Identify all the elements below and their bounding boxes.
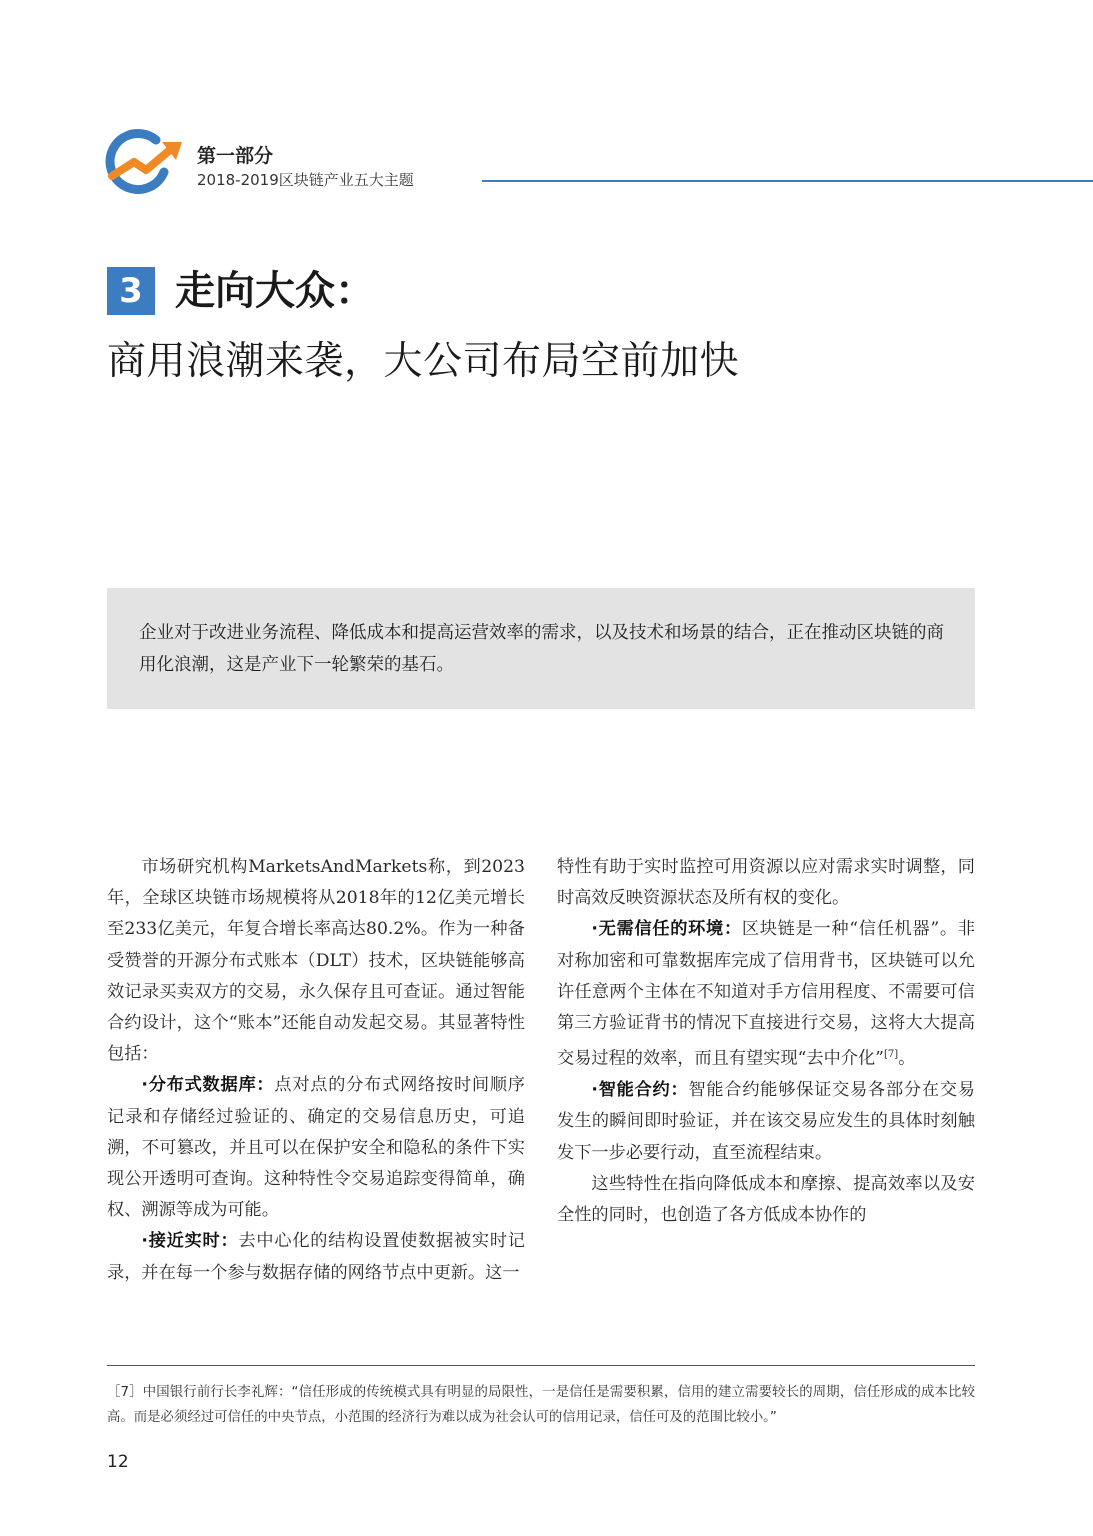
footnote: ［7］中国银行前行长李礼辉：“信任形成的传统模式具有明显的局限性，一是信任是需要积累，信用的建立需要较长的周期，信任形成的成本比较高。而是必须经过可信任的中央节点，小范围的经济行为难以成为社会认可的信用记录，信任可及的范围比较小。” bbox=[107, 1385, 975, 1425]
part-title: 第一部分 bbox=[197, 145, 274, 167]
chapter-title: 走向大众： bbox=[175, 268, 375, 314]
feature-label: ·接近实时： bbox=[141, 1231, 239, 1252]
header-rule bbox=[482, 180, 1093, 182]
body-column-right bbox=[557, 852, 975, 1231]
feature-text-end: 。 bbox=[898, 1048, 916, 1069]
feature-near-realtime-continued: 特性有助于实时监控可用资源以应对需求实时调整，同时高效反映资源状态及所有权的变化。 bbox=[557, 857, 975, 909]
feature-label: ·分布式数据库： bbox=[141, 1075, 275, 1096]
feature-text: 点对点的分布式网络按时间顺序记录和存储经过验证的、确定的交易信息历史，可追溯，不可篡改，并且可以在保护安全和隐私的条件下实现公开透明可查询。这种特性令交易追踪变得简单，确权、溯源等成为可能。 bbox=[107, 1075, 525, 1221]
feature-text: 区块链是一种“信任机器”。非对称加密和可靠数据库完成了信用背书，区块链可以允许任意两个主体在不知道对手方信用程度、不需要可信第三方验证背书的情况下直接进行交易，这将大大提高交易过程的效率，而且有望实现“去中介化” bbox=[557, 919, 976, 1069]
page-number: 12 bbox=[107, 1452, 129, 1472]
feature-distributed-database bbox=[107, 1070, 525, 1226]
feature-label: ·智能合约： bbox=[591, 1080, 689, 1101]
chapter-subtitle: 商用浪潮来袭，大公司布局空前加快 bbox=[107, 339, 740, 384]
closing-paragraph: 这些特性在指向降低成本和摩擦、提高效率以及安全性的同时，也创造了各方低成本协作的 bbox=[557, 1173, 975, 1225]
feature-text: 去中心化的结构设置使数据被实时记录，并在每一个参与数据存储的网络节点中更新。这一 bbox=[107, 1231, 525, 1283]
feature-text: 智能合约能够保证交易各部分在交易发生的瞬间即时验证，并在该交易应发生的具体时刻触发下一步必要行动，直至流程结束。 bbox=[557, 1080, 975, 1163]
trend-arrow-circle-icon bbox=[104, 128, 186, 200]
body-column-left bbox=[107, 852, 525, 1289]
feature-label: ·无需信任的环境： bbox=[591, 919, 742, 940]
summary-text: 企业对于改进业务流程、降低成本和提高运营效率的需求，以及技术和场景的结合，正在推动区块链的商用化浪潮，这是产业下一轮繁荣的基石。 bbox=[139, 623, 944, 675]
feature-smart-contract bbox=[557, 1075, 975, 1169]
feature-near-realtime bbox=[107, 1226, 525, 1288]
intro-paragraph: 市场研究机构MarketsAndMarkets称，到2023年，全球区块链市场规模将从2018年的12亿美元增长至233亿美元，年复合增长率高达80.2%。作为一种备受赞誉的开源分布式账本（DLT）技术，区块链能够高效记录买卖双方的交易，永久保存且可查证。通过智能合约设计，这个“账本”还能自动发起交易。其显著特性包括： bbox=[107, 857, 525, 1065]
footnote-reference[interactable]: [7] bbox=[883, 1049, 899, 1061]
feature-trustless-environment bbox=[557, 914, 975, 1075]
chapter-number-badge: 3 bbox=[107, 267, 155, 315]
footnote-rule bbox=[107, 1365, 975, 1366]
part-subtitle: 2018-2019区块链产业五大主题 bbox=[197, 171, 414, 189]
